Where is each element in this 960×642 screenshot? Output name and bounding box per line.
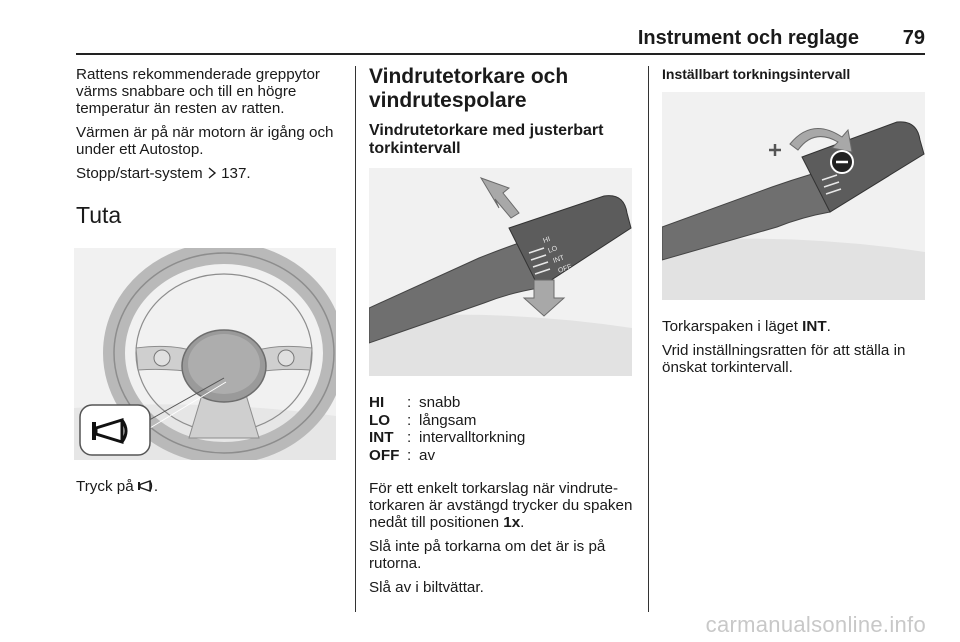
svg-text:HI: HI — [542, 235, 552, 245]
page-number: 79 — [902, 27, 925, 49]
section-title-wipers: Vindrutetorkare och vindrutespolare — [369, 65, 569, 112]
column-right — [662, 66, 926, 383]
punctuation: . — [520, 514, 525, 531]
cross-reference — [76, 165, 344, 182]
caption-text: Tryck på — [76, 478, 134, 495]
legend-separator: : — [407, 394, 412, 411]
paragraph: Slå inte på torkarna om det är is på rutorna. — [369, 538, 606, 572]
legend-key: LO — [369, 411, 391, 429]
wiper-legend — [369, 394, 633, 464]
svg-text:LO: LO — [547, 245, 559, 255]
column-left — [76, 66, 344, 502]
legend-value: långsam — [419, 411, 477, 429]
page-reference-icon — [207, 167, 217, 179]
column-middle — [369, 66, 633, 603]
paragraph — [662, 318, 926, 335]
legend-row — [369, 394, 633, 412]
paragraph: Värmen är på när motorn är igång och under ett Autostop. — [76, 124, 334, 158]
legend-row — [369, 447, 633, 465]
paragraph: Vrid inställningsratten för att ställa in önskat torkintervall. — [662, 342, 906, 376]
paragraph-text: För ett enkelt torkarslag när vindrutetorkaren är avstängd trycker du spaken nedåt till positionen — [369, 480, 633, 531]
legend-key: HI — [369, 394, 385, 411]
horn-caption: Tryck på . — [76, 478, 159, 495]
reference-text: Stopp/start-system — [76, 165, 203, 182]
legend-row — [369, 429, 633, 447]
horn-icon — [138, 480, 154, 492]
svg-text:INT: INT — [552, 254, 566, 265]
legend-value: intervalltorkning — [419, 429, 526, 446]
steering-wheel-icon — [74, 248, 336, 460]
legend-key: INT — [369, 429, 394, 446]
wiper-interval-dial-icon — [662, 92, 925, 300]
legend-value: snabb — [419, 394, 461, 411]
wiper-interval-figure — [662, 92, 925, 300]
legend-separator: : — [407, 429, 412, 446]
column-divider — [355, 66, 356, 612]
legend-key: OFF — [369, 446, 400, 464]
punctuation: . — [826, 318, 831, 335]
watermark: carmanualsonline.info — [705, 612, 926, 637]
header-title: Instrument och reglage — [637, 27, 859, 49]
position-label: 1x — [503, 514, 521, 531]
reference-page: 137. — [221, 165, 251, 182]
page-header — [76, 27, 925, 51]
header-divider — [76, 53, 925, 55]
wiper-lever-icon — [369, 168, 632, 376]
column-divider — [648, 66, 649, 612]
subsection-title: Vindrutetorkare med justerbart torkintervall — [369, 122, 604, 157]
legend-row — [369, 412, 633, 430]
paragraph — [369, 480, 633, 531]
position-label: INT — [802, 318, 827, 335]
wiper-lever-figure — [369, 168, 632, 376]
steering-wheel-horn-figure — [74, 248, 336, 460]
paragraph-text: Torkarspaken i läget — [662, 318, 798, 335]
paragraph: Rattens rekommenderade greppytor värms snabbare och till en högre temperatur än resten av ratten. — [76, 66, 320, 117]
subsection-title: Inställbart torkningsintervall — [662, 66, 851, 82]
legend-value: av — [419, 446, 436, 464]
paragraph: Slå av i biltvättar. — [369, 579, 484, 596]
legend-separator: : — [407, 411, 412, 429]
legend-separator: : — [407, 446, 412, 464]
svg-text:OFF: OFF — [557, 263, 573, 275]
section-title-tuta: Tuta — [76, 202, 122, 228]
